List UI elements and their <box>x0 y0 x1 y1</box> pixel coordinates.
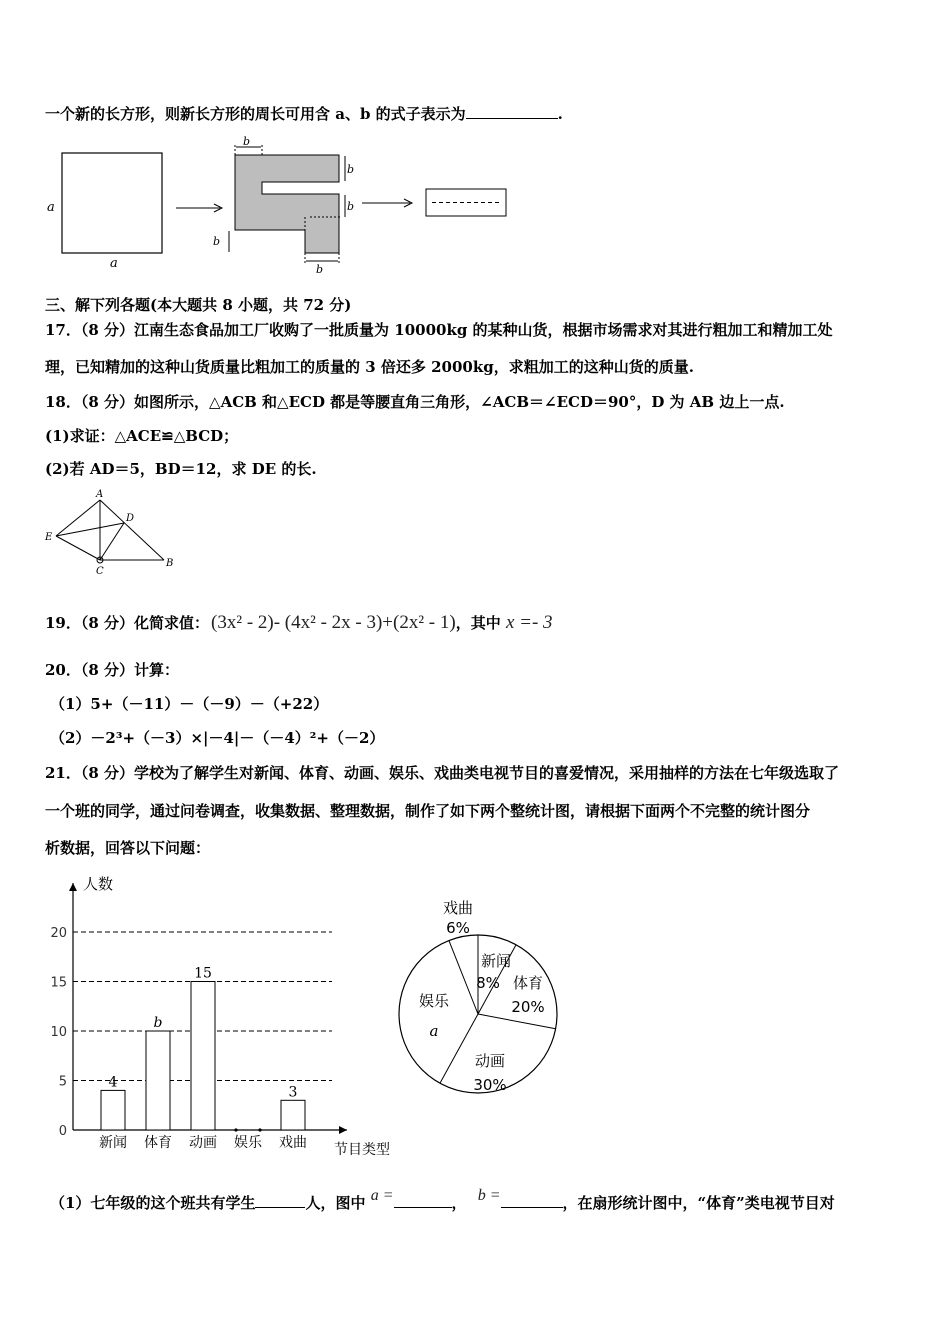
x-tick-label: 娱乐 <box>234 1135 262 1151</box>
bar-value-label: 15 <box>194 965 212 982</box>
pie-slice-value: a <box>429 1022 439 1040</box>
label-b-left: b <box>213 235 221 248</box>
seg-EA <box>56 500 100 536</box>
q21-b-blank[interactable] <box>501 1192 563 1208</box>
new-rectangle <box>426 189 506 216</box>
q20-part2: （2）－2³+（－3）×|－4|－（－4）²+（－2） <box>50 729 385 747</box>
q19: 19．（8 分）化简求值： (3x² - 2)- (4x² - 2x - 3)+(2x² - 1)，其中 x =- 3 <box>45 612 553 633</box>
seg-DC <box>100 523 124 560</box>
q21-a-eq: a = <box>370 1187 394 1204</box>
x-axis-arrow <box>339 1126 347 1134</box>
label-b-bottom: b <box>316 263 324 275</box>
label-b-right-2: b <box>347 200 355 213</box>
q20-title: 20．（8 分）计算： <box>45 661 180 679</box>
label-D: D <box>126 513 135 524</box>
label-b-top: b <box>243 135 251 148</box>
empty-bar-marker <box>258 1128 261 1131</box>
empty-bar-marker <box>234 1128 237 1131</box>
y-tick-label: 10 <box>50 1025 67 1040</box>
label-a-bottom: a <box>110 256 118 271</box>
q21-line1: 21．（8 分）学校为了解学生对新闻、体育、动画、娱乐、戏曲类电视节目的喜爱情况，采用抽样的方法在七年级选取了 <box>45 764 840 782</box>
square-a <box>62 153 162 253</box>
q16-answer-blank[interactable] <box>466 103 558 119</box>
pie-slice-value: 8% <box>476 974 500 992</box>
q21-total-blank[interactable] <box>255 1192 305 1208</box>
q18-part2: (2)若 AD＝5，BD＝12，求 DE 的长. <box>45 460 317 478</box>
pie-slice-value: 30% <box>473 1076 507 1094</box>
x-tick-label: 动画 <box>189 1135 217 1151</box>
y-tick-label: 15 <box>50 975 67 991</box>
bar-value-label: b <box>153 1015 163 1031</box>
q19-condition: x =- 3 <box>505 612 553 633</box>
q19-expression: (3x² - 2)- (4x² - 2x - 3)+(2x² - 1) <box>211 612 456 633</box>
x-tick-label: 新闻 <box>99 1135 127 1151</box>
pie-slice-name: 体育 <box>512 974 544 992</box>
q17-line1: 17．（8 分）江南生态食品加工厂收购了一批质量为 10000kg 的某种山货，根据市场需求对其进行粗加工和精加工处 <box>45 321 833 339</box>
q18-figure <box>40 488 190 580</box>
label-b-right-1: b <box>347 163 355 176</box>
bar-chart <box>40 868 410 1160</box>
bar-新闻 <box>101 1090 125 1130</box>
x-tick-label: 体育 <box>144 1135 172 1151</box>
x-axis-label: 节目类型 <box>334 1142 390 1158</box>
bar-动画 <box>191 982 215 1131</box>
q16-figure <box>40 133 520 275</box>
y-tick-label: 5 <box>58 1074 67 1090</box>
pie-slice-value: 6% <box>446 919 470 937</box>
q18-part1: (1)求证：△ACE≌△BCD； <box>45 427 239 445</box>
pie-slice-name: 戏曲 <box>442 899 474 917</box>
bar-value-label: 3 <box>288 1084 298 1101</box>
y-axis-label: 人数 <box>83 875 114 893</box>
label-A: A <box>96 489 104 500</box>
q16-continuation: 一个新的长方形，则新长方形的周长可用含 a、b 的式子表示为 . <box>45 105 563 123</box>
y-axis-arrow <box>69 883 77 891</box>
label-a-left: a <box>47 200 55 215</box>
seg-ED <box>56 523 124 536</box>
pie-chart <box>385 880 575 1100</box>
section-title: 三、解下列各题(本大题共 8 小题，共 72 分) <box>45 296 352 314</box>
pie-slice-name: 娱乐 <box>418 992 450 1010</box>
q17-line2: 理，已知精加的这种山货质量比粗加工的质量的 3 倍还多 2000kg，求粗加工的这种山货的质量. <box>45 358 694 376</box>
pie-slice-name: 动画 <box>474 1052 506 1070</box>
pie-slice-value: 20% <box>511 998 545 1016</box>
x-tick-label: 戏曲 <box>279 1135 307 1151</box>
q18-line1: 18．（8 分）如图所示，△ACB 和△ECD 都是等腰直角三角形，∠ACB＝∠ECD＝90°，D 为 AB 边上一点. <box>45 393 785 411</box>
label-C: C <box>96 566 104 577</box>
y-tick-label: 0 <box>58 1124 67 1139</box>
bar-value-label: 4 <box>108 1074 118 1091</box>
q21-line3: 析数据，回答以下问题： <box>45 839 211 857</box>
q21-line2: 一个班的同学，通过问卷调查，收集数据、整理数据，制作了如下两个整统计图，请根据下面两个不完整的统计图分 <box>45 802 811 820</box>
label-E: E <box>45 532 53 543</box>
pie-slice-name: 新闻 <box>480 952 512 970</box>
bar-戏曲 <box>281 1100 305 1130</box>
s-shape <box>235 155 339 253</box>
q21-sub1: （1）七年级的这个班共有学生 人，图中 a = ， b = ，在扇形统计图中，“体育”类电视节目对 <box>50 1187 835 1212</box>
y-tick-label: 20 <box>50 926 67 941</box>
bar-体育 <box>146 1031 170 1130</box>
q21-b-eq: b = <box>477 1187 501 1204</box>
q20-part1: （1）5+（－11）－（－9）－（+22） <box>50 695 329 713</box>
seg-AB <box>100 500 164 560</box>
q21-a-blank[interactable] <box>394 1192 452 1208</box>
label-B: B <box>166 558 174 569</box>
seg-EC <box>56 536 100 560</box>
